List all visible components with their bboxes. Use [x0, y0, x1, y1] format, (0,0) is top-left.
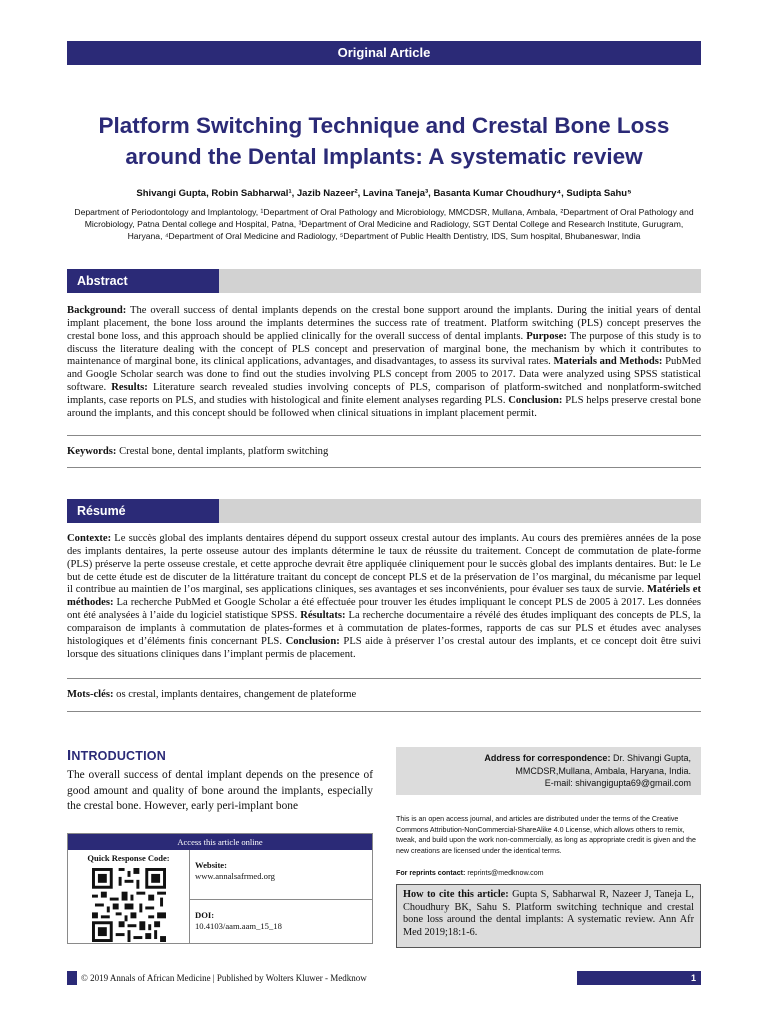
divider: [67, 678, 701, 679]
affiliations: Department of Periodontology and Implantology, ¹Department of Oral Pathology and Microbiology, MMCDSR, Mullana, Ambala, ²Department of Oral Pathology and Microbiology, Patna Dental college and Hospital, Patna, ³Department of Oral Medicine and Radiology, SGT Dental College and Research Institute, Gurugram, Haryana, ⁴Department of Oral Medicine and Radiology, ⁵Department of Public Health Dentistry, IDS, Sum hospital, Bhubaneswar, India: [74, 207, 694, 241]
mots-cles: [67, 688, 701, 701]
author-list: Shivangi Gupta, Robin Sabharwal¹, Jazib Nazeer², Lavina Taneja³, Basanta Kumar Choudhury⁴, Sudipta Sahu⁵: [136, 188, 632, 199]
introduction-heading-initial: I: [67, 747, 72, 764]
introduction-heading: [67, 748, 166, 764]
qr-label: Quick Response Code:: [87, 853, 170, 863]
footer-text: © 2019 Annals of African Medicine | Published by Wolters Kluwer - Medknow: [81, 973, 367, 983]
abstract-heading: Abstract: [67, 269, 219, 293]
website-cell: [189, 850, 372, 900]
keywords-text: Crestal bone, dental implants, platform switching: [119, 446, 329, 457]
results-label: Results:: [111, 382, 148, 394]
doi-value[interactable]: 10.4103/aam.aam_15_18: [195, 920, 282, 931]
introduction-heading-rest: NTRODUCTION: [71, 749, 166, 763]
correspondence-address: MMCDSR,Mullana, Ambala, Haryana, India.: [515, 765, 691, 776]
resultats-label: Résultats:: [300, 610, 346, 622]
license-text: This is an open access journal, and articles are distributed under the terms of the Creative Commons Attribution-NonCommercial-ShareAlike 4.0 License, which allows others to remix, tweak, and build upon the work non-commercially, as long as appropriate credit is given and the new creations are licensed under the identical terms.: [396, 815, 696, 855]
mots-cles-label: Mots-clés:: [67, 689, 114, 700]
cite-text: Gupta S, Sabharwal R, Nazeer J, Taneja L, Choudhury BK, Sahu S. Platform switching technique and crestal bone loss around the dental implants: A systematic review. Ann Afr Med 2019;18:1-6.: [403, 889, 694, 938]
cite-label: How to cite this article:: [403, 889, 509, 900]
website-label: Website:: [195, 860, 227, 870]
qr-column: [68, 850, 190, 943]
resume-heading: Résumé: [67, 499, 219, 523]
conclusion-fr-text: PLS aide à préserver l’os crestal autour des implants, et ce concept doit être suivi lorsque des situations cliniques dans l’implant permis de placement.: [67, 635, 702, 660]
page-number: 1: [690, 973, 696, 983]
methods-text: PubMed and Google Scholar search was done to find out the studies involving PLS concept from 2005 to 2017. Data were analyzed using SPSS statistical software.: [67, 356, 702, 394]
doi-cell: [189, 900, 372, 943]
resultats-text: La recherche documentaire a révélé des études impliquant des concepts de PLS, la comparaison de implants à commutation de plates-formes et à commutation de plates-formes, rapports de cas sur PLS et études avec analyses histologiques et d’éléments finis concernant PLS.: [67, 610, 701, 647]
conclusion-text: PLS helps preserve crestal bone around the implants, and this concept should be followed when clinical situations in implant placement permit.: [67, 394, 701, 419]
background-text: The overall success of dental implants depends on the crestal bone support around the implants. During the initial years of dental implant placement, the bone loss around the implants determines the success rate of treatment. Platform switching (PLS) concept preserves the crestal bone loss, and this approach should be applied clinically for the overall success of dental implants.: [67, 305, 701, 342]
page-footer: [67, 971, 701, 985]
keywords-label: Keywords:: [67, 446, 117, 457]
conclusion-fr-label: Conclusion:: [285, 635, 340, 647]
article-title: Platform Switching Technique and Crestal Bone Loss around the Dental Implants: A systematic review: [98, 113, 670, 169]
abstract-body: [67, 305, 701, 421]
results-text: Literature search revealed studies involving concepts of PLS, comparison of platform-switched and nonplatform-switched implants, case reports on PLS, and studies with histological and finite element analyses regarding PLS.: [67, 382, 701, 406]
correspondence-email[interactable]: E-mail: shivangigupta69@gmail.com: [544, 778, 691, 789]
website-link[interactable]: www.annalsafrmed.org: [195, 870, 275, 881]
correspondence-name: Dr. Shivangi Gupta,: [612, 753, 691, 763]
background-label: Background:: [67, 305, 127, 316]
methods-label: Materials and Methods:: [553, 356, 663, 368]
conclusion-label: Conclusion:: [508, 394, 563, 406]
keywords: [67, 445, 701, 458]
contexte-text: Le succès global des implants dentaires dépend du support osseux crestal autour des implants. Au cours des premières années de la pose des implants dentaires, la perte osseuse autour des implants détermine le taux de réussite du traitement. Concept de commutation de plate-forme (PLS) préserve la perte osseuse crestale, et cette approche devrait être appliquée cliniquement pour le succès global des implants dentaires. But: le Le but de cette étude est de discuter de la littérature traitant du concept de concept PLS et de la préservation de l’os marginal, du mécanisme par lequel il contribue au maintien de l’os marginal, ses applications cliniques, ses avantages et ses inconvénients, pour évaluer ses taux de survie.: [67, 533, 701, 596]
resume-heading-bar: [67, 499, 701, 523]
introduction-text: The overall success of dental implant depends on the presence of good amount and quality of bone around the implants, especially the crestal bone. However, early peri-implant bone: [67, 769, 373, 812]
article-type-label: Original Article: [337, 45, 431, 60]
qr-code-icon: [92, 868, 166, 942]
citation-box: [396, 884, 701, 948]
contexte-label: Contexte:: [67, 533, 112, 544]
divider: [67, 435, 701, 436]
correspondence-label: Address for correspondence:: [484, 753, 611, 763]
methodes-text: La recherche PubMed et Google Scholar a été effectuée pour trouver les études impliquant le concept PLS de 2005 à 2017. Les données ont été analysées à l’aide du logiciel statistique SPSS.: [67, 597, 701, 622]
mots-cles-text: os crestal, implants dentaires, changement de plateforme: [116, 689, 357, 700]
correspondence-box: [396, 747, 701, 795]
divider: [67, 711, 701, 712]
purpose-text: The purpose of this study is to discuss the literature dealing with the concept of PLS concept and preservation of marginal bone, the mechanism by which it contributes to maintenance of marginal bone, its clinical applications, advantages, and disadvantages, to assess its survival rates.: [67, 330, 701, 368]
reprints-contact: [396, 868, 701, 878]
divider: [67, 467, 701, 468]
abstract-heading-bar: [67, 269, 701, 293]
resume-body: [67, 533, 701, 661]
access-info: [189, 850, 372, 943]
methodes-label: Matériels et méthodes:: [67, 584, 701, 609]
access-online-box: [67, 833, 373, 944]
purpose-label: Purpose:: [526, 330, 567, 342]
article-type-band: [67, 41, 701, 65]
reprints-email[interactable]: reprints@medknow.com: [467, 869, 544, 877]
doi-label: DOI:: [195, 910, 215, 920]
access-box-header: Access this article online: [68, 834, 372, 850]
reprints-label: For reprints contact:: [396, 869, 466, 877]
